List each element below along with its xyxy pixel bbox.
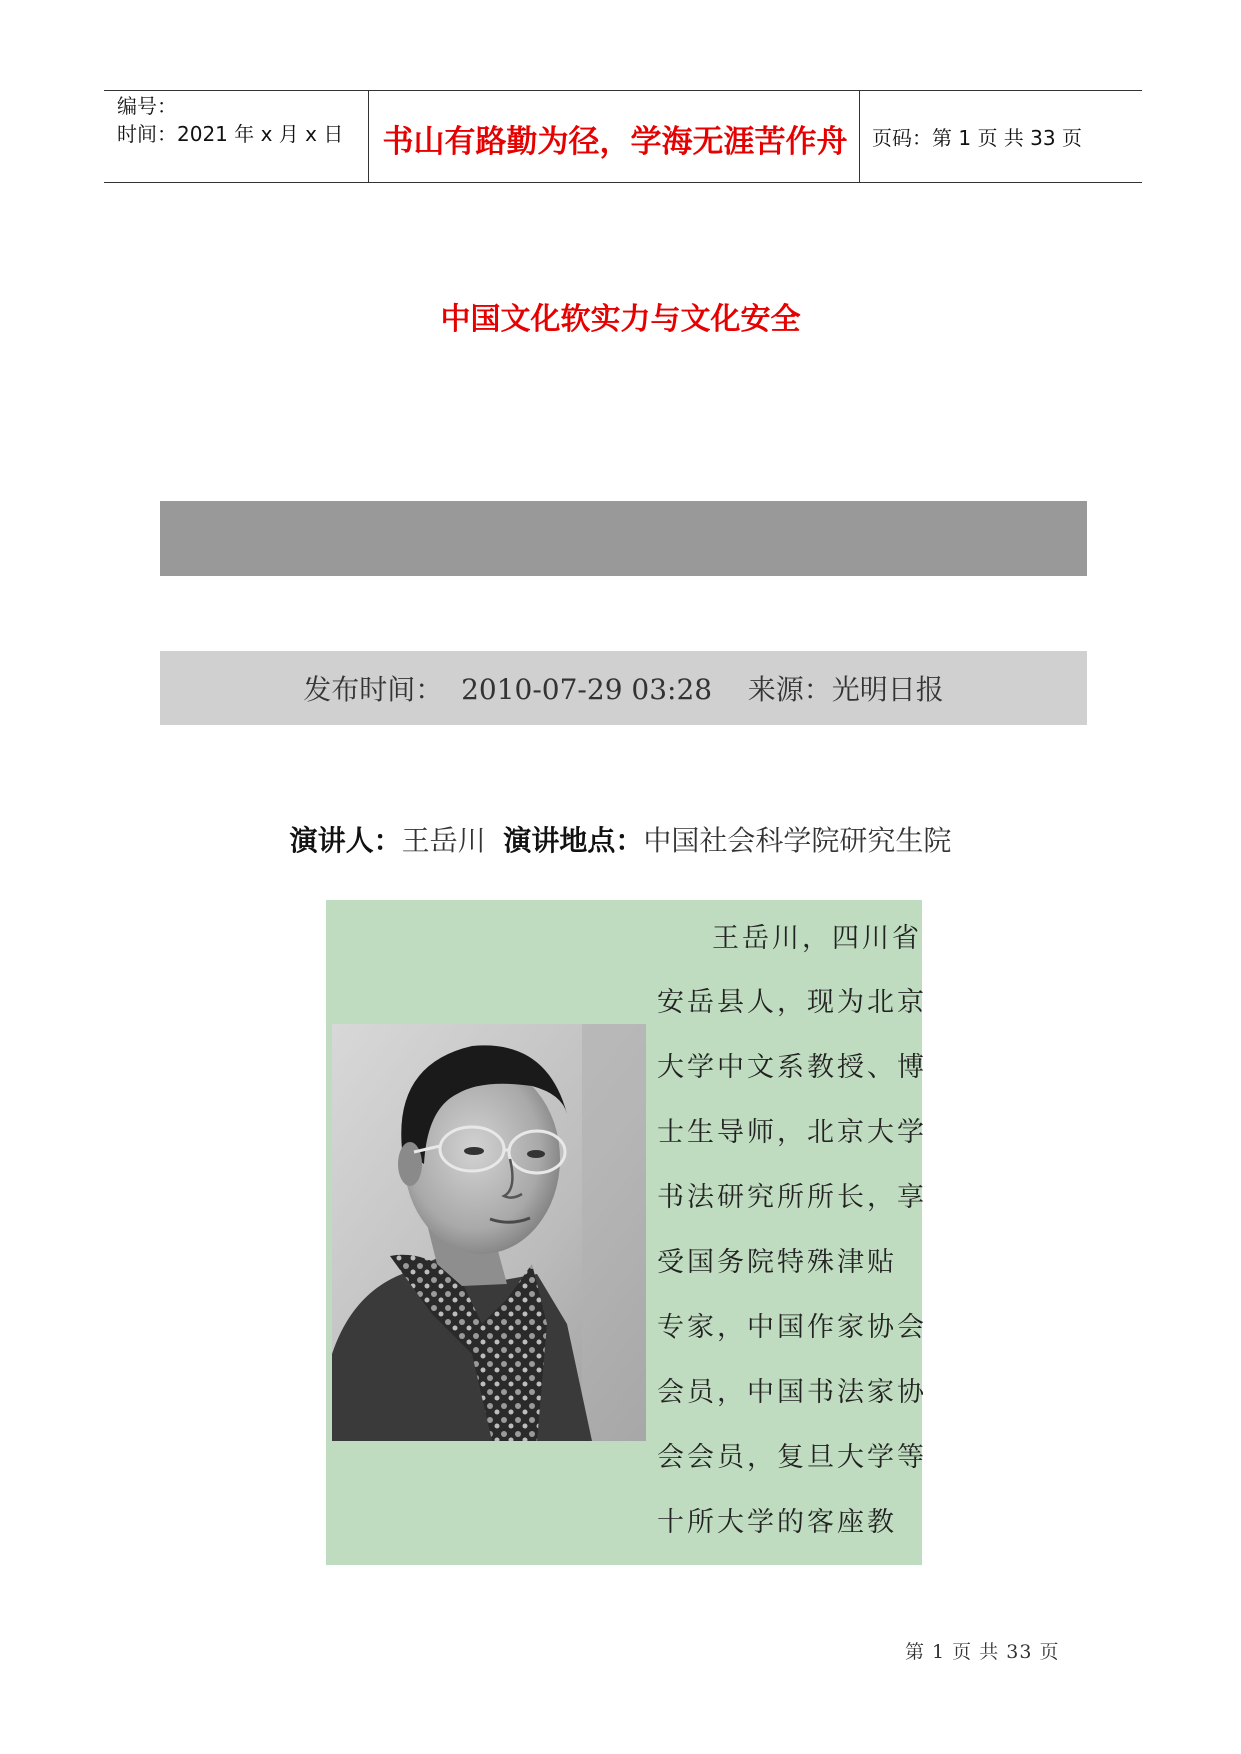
gray-banner: [160, 501, 1087, 576]
header-left-cell: [117, 92, 343, 148]
bio-line: 专家，中国作家协会: [657, 1312, 927, 1343]
header-page-info: 页码：第 1 页 共 33 页: [872, 126, 1082, 150]
bio-line: 十所大学的客座教: [657, 1507, 897, 1538]
bio-line: 会员，中国书法家协: [657, 1377, 927, 1408]
number-label: 编号：: [117, 94, 177, 118]
venue-name: 中国社会科学院研究生院: [643, 824, 952, 857]
bio-line: 安岳县人，现为北京: [657, 987, 927, 1018]
bio-line: 士生导师，北京大学: [657, 1117, 927, 1148]
header-bottom-rule: [104, 182, 1142, 183]
bio-line: 大学中文系教授、博: [657, 1052, 927, 1083]
venue-label: 演讲地点：: [503, 824, 644, 857]
bio-line: 受国务院特殊津贴: [657, 1247, 897, 1278]
speaker-label: 演讲人：: [289, 824, 402, 857]
document-title: 中国文化软实力与文化安全: [440, 302, 801, 337]
time-label: 时间：2021 年 x 月 x 日: [117, 122, 344, 146]
page-footer: 第 1 页 共 33 页: [905, 1641, 1060, 1663]
speaker-name: 王岳川: [401, 824, 486, 857]
bio-line: 王岳川，四川省: [712, 923, 922, 954]
bio-line: 书法研究所所长，享: [657, 1182, 927, 1213]
speaker-portrait-photo: [332, 1024, 646, 1441]
speaker-line: [0, 819, 1241, 859]
header-motto: 书山有路勤为径，学海无涯苦作舟: [382, 124, 848, 160]
publish-meta-text: 发布时间： 2010-07-29 03:28 来源：光明日报: [303, 673, 944, 706]
publish-meta-bar: [160, 651, 1087, 725]
bio-line: 会会员，复旦大学等: [657, 1442, 927, 1473]
header-top-rule: [104, 90, 1142, 91]
header-divider-left: [368, 90, 369, 183]
